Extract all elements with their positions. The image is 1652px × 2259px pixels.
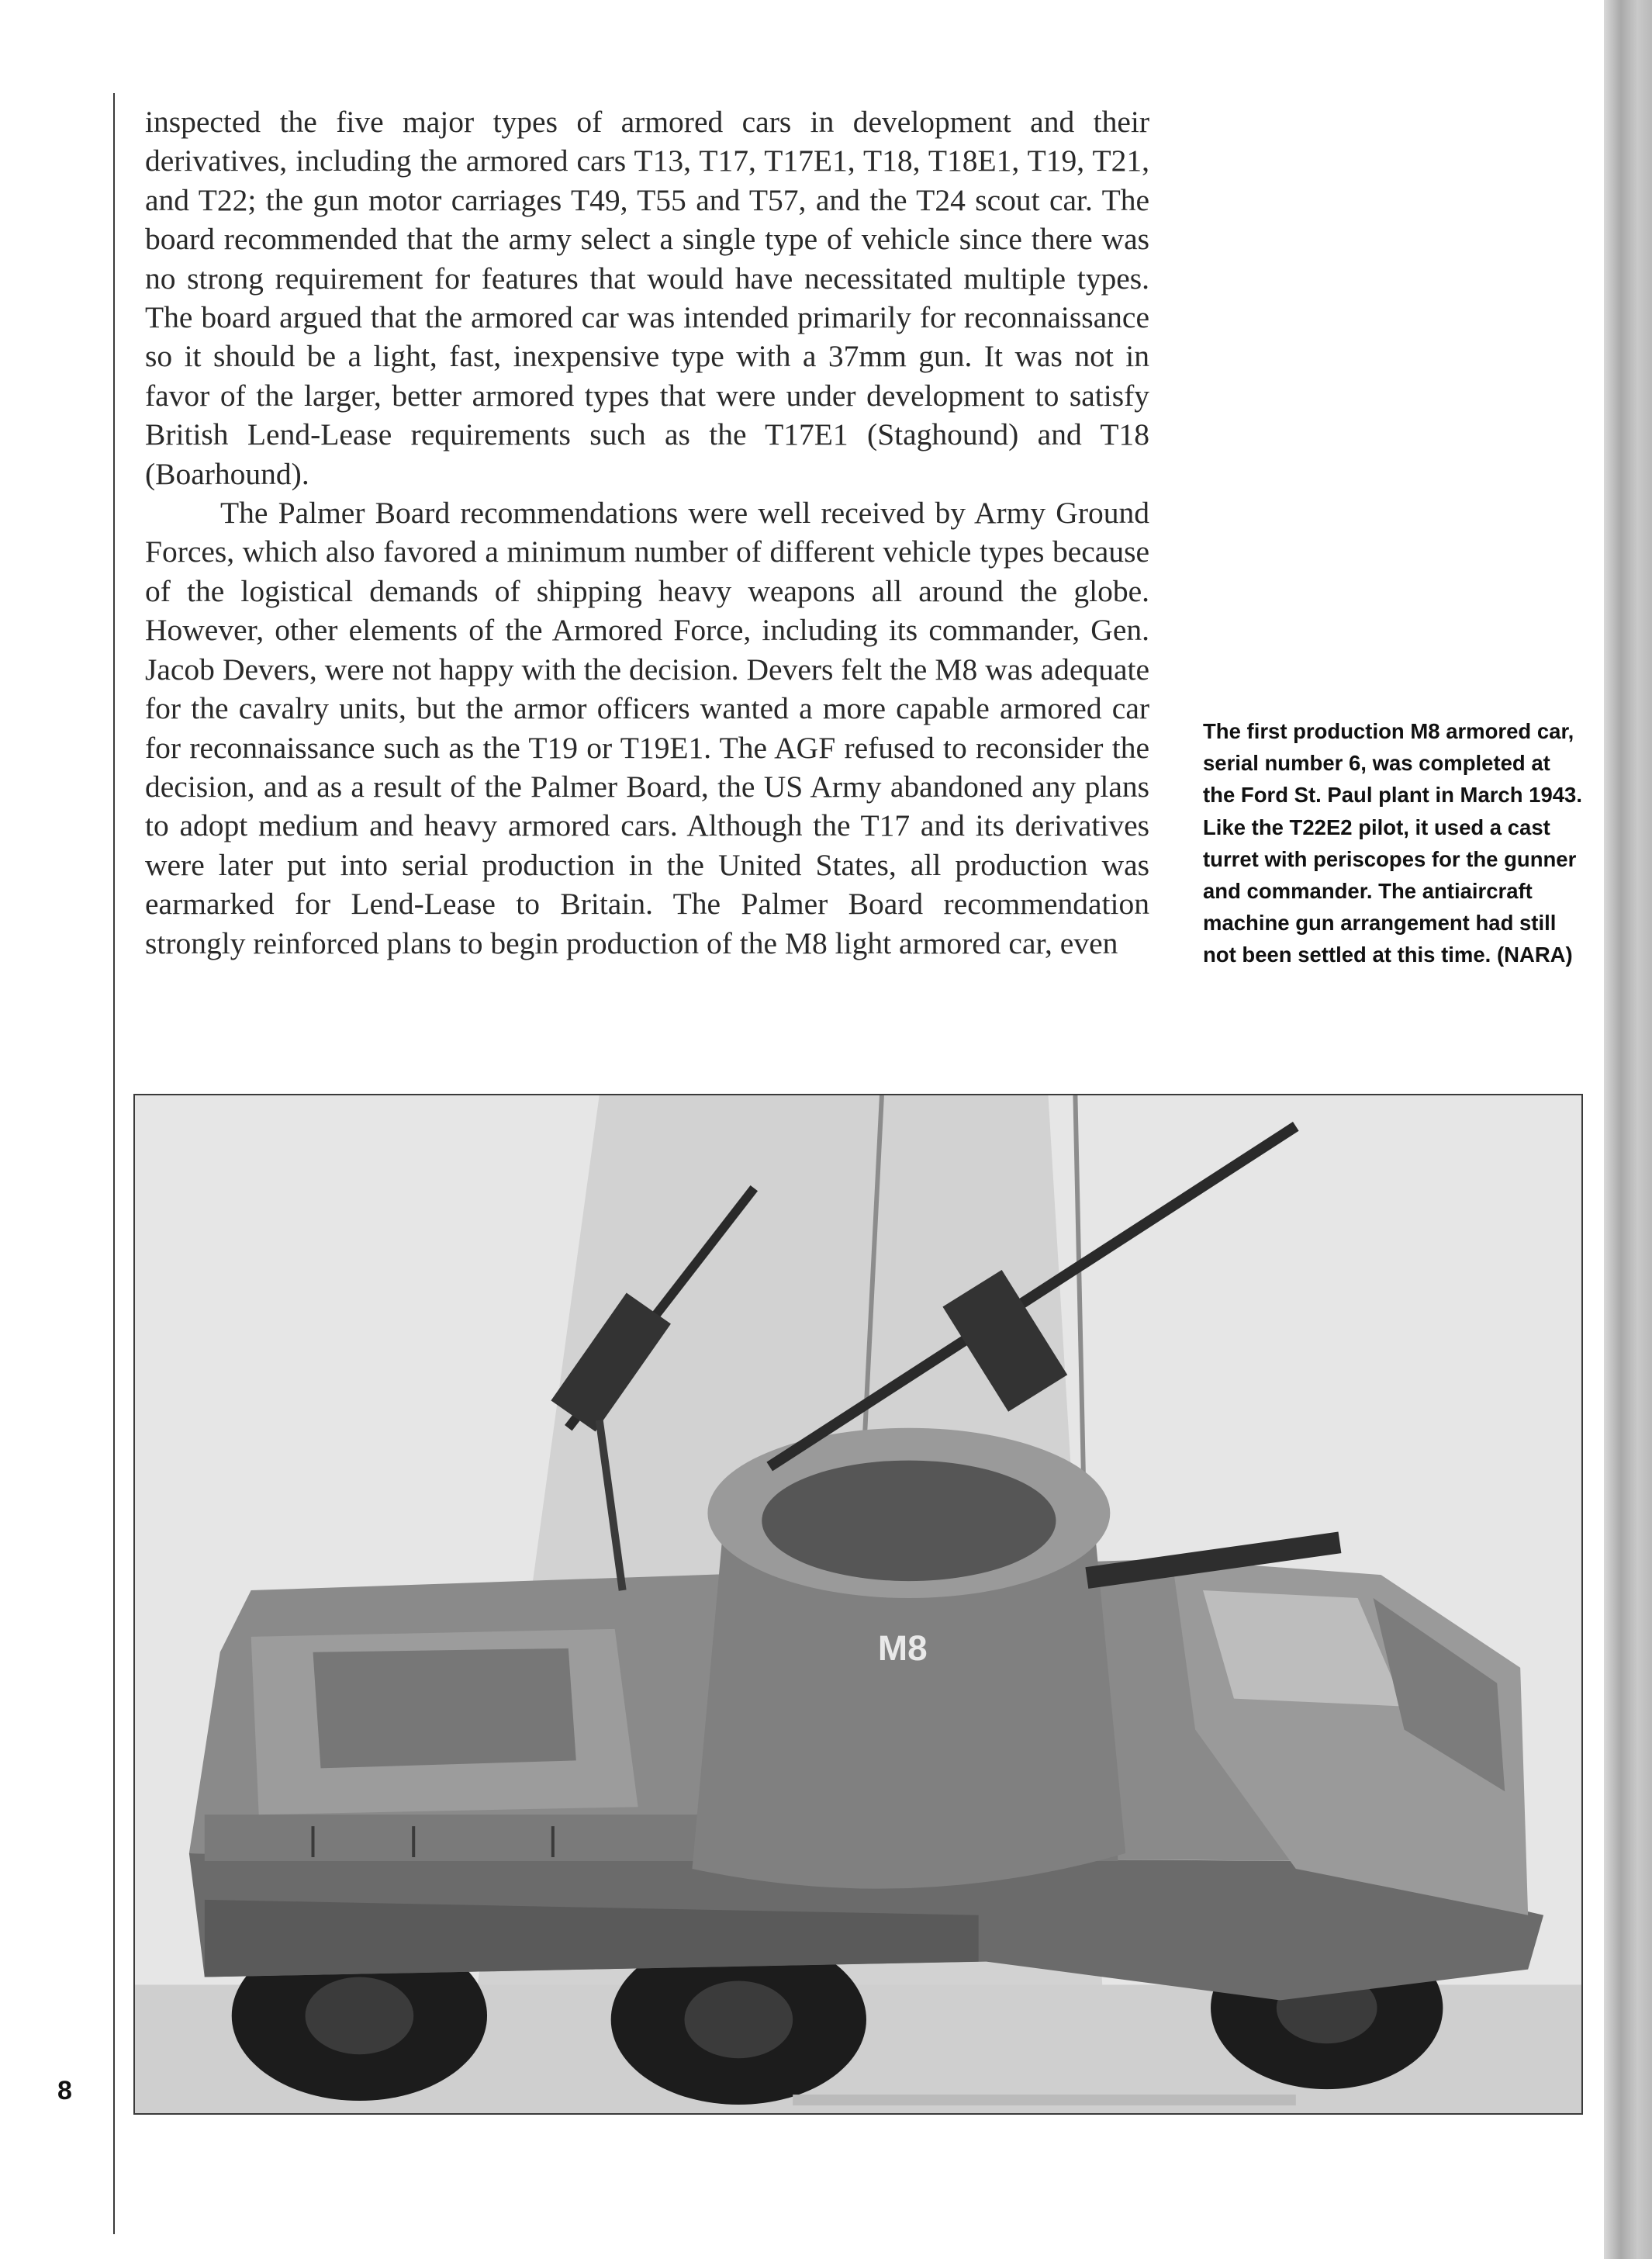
page-number: 8 bbox=[57, 2076, 72, 2105]
engine-grille bbox=[313, 1648, 576, 1769]
floor-strip bbox=[793, 2095, 1296, 2105]
body-paragraph-2: The Palmer Board recommendations were well received by Army Ground Forces, which also favored a minimum number of different vehicle types because of the logistical demands of shipping heavy weapons all around the globe. However, other elements of the Armored Force, including its commander, Gen. Jacob Devers, were not happy with the decision. Devers felt the M8 was adequate for the cavalry units, but the armor officers wanted a more capable armored car for reconnaissance such as the T19 or T19E1. The AGF refused to reconsider the decision, and as a result of the Palmer Board, the US Army abandoned any plans to adopt medium and heavy armored cars. Although the T17 and its derivatives were later put into serial production in the United States, all production was earmarked for Lend-Lease to Britain. The Palmer Board recommendation strongly reinforced plans to begin production of the M8 light armored car, even bbox=[145, 496, 1149, 960]
photo-caption: The first production M8 armored car, serial number 6, was completed at the Ford St. Paul plant in March 1943. Like the T22E2 pilot, it used a cast turret with periscopes for the gunner and commander. The antiaircraft machine gun arrangement had still not been settled at this time. (NARA) bbox=[1203, 719, 1582, 967]
turret-marking: M8 bbox=[877, 1627, 928, 1668]
body-paragraph-1: inspected the five major types of armored cars in development and their derivatives, including the armored cars T13, T17, T17E1, T18, T18E1, T19, T21, and T22; the gun motor carriages T49, T55 and T57, and the T24 scout car. The board recommended that the army select a single type of vehicle since there was no strong requirement for features that would have necessitated multiple types. The board argued that the armored car was intended primarily for reconnaissance so it should be a light, fast, inexpensive type with a 37mm gun. It was not in favor of the larger, better armored types that were under development to satisfy British Lend-Lease requirements such as the T17E1 (Staghound) and T18 (Boarhound). bbox=[145, 105, 1149, 491]
photo-m8-armored-car bbox=[133, 1094, 1583, 2115]
gutter-rule bbox=[113, 93, 115, 2234]
turret-opening bbox=[762, 1461, 1056, 1582]
scan-edge-shadow bbox=[1604, 0, 1652, 2259]
body-text-column bbox=[145, 102, 1149, 963]
m8-armored-car-illustration bbox=[135, 1095, 1581, 2113]
